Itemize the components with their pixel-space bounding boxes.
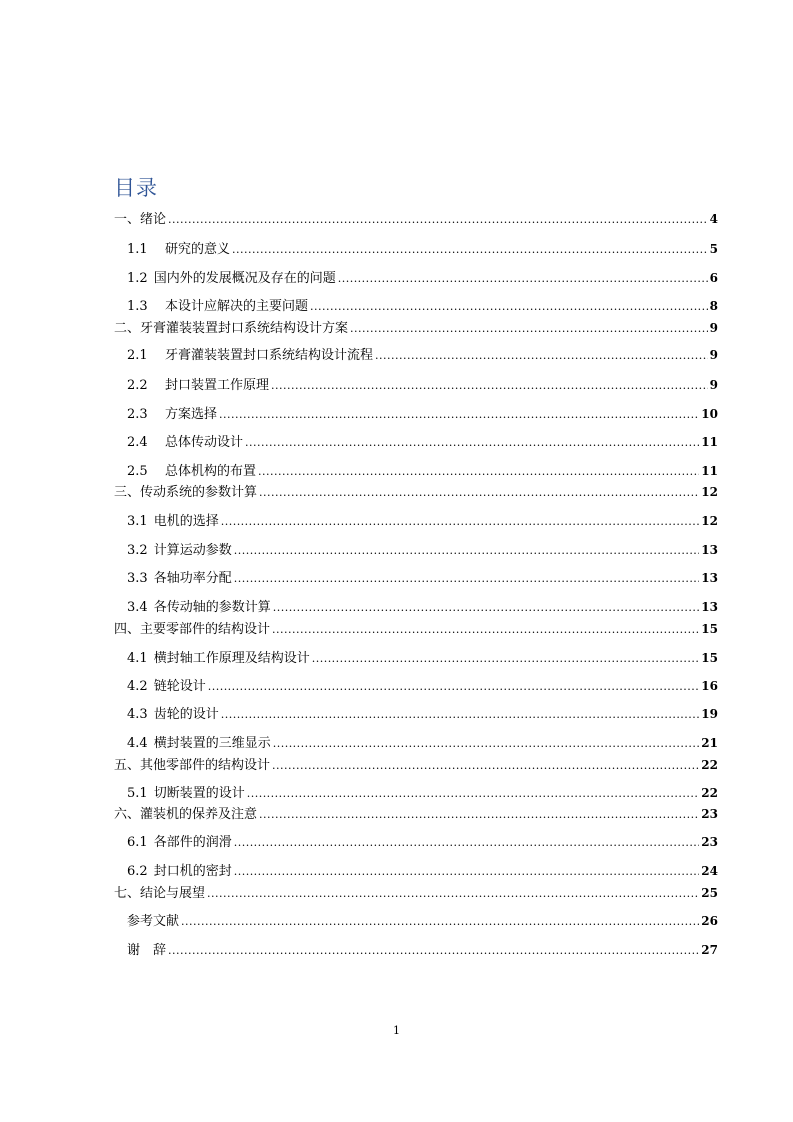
toc-dot-leader [247,785,700,803]
toc-entry-number: 4.2 [127,679,148,694]
toc-entry[interactable] [114,210,718,228]
toc-entry-label [127,863,232,881]
toc-entry-label [127,942,166,960]
toc-dot-leader [221,706,700,724]
toc-entry[interactable] [127,833,718,851]
toc-entry-text: 五、其他零部件的结构设计 [114,758,271,773]
toc-entry-page: 22 [701,758,718,772]
toc-entry-text: 横封轴工作原理及结构设计 [153,651,310,666]
toc-entry[interactable] [127,649,718,667]
toc-entry-page: 6 [709,271,718,285]
toc-entry-number: 6.2 [127,864,148,879]
toc-dot-leader [234,863,700,881]
toc-entry-text: 方案选择 [165,407,218,422]
toc-dot-leader [181,913,699,931]
toc-entry-text: 总体机构的布置 [165,464,257,479]
toc-entry-page: 27 [701,943,718,957]
toc-entry-label [127,434,243,452]
toc-entry-page: 10 [701,407,718,421]
toc-dot-leader [234,542,700,560]
toc-entry-page: 23 [701,835,718,849]
toc-entry[interactable] [127,705,718,723]
toc-entry-number: 2.3 [127,407,148,422]
toc-dot-leader [259,484,699,502]
toc-entry-text: 链轮设计 [153,679,206,694]
toc-entry-label [127,706,219,724]
toc-dot-leader [375,347,708,365]
toc-entry-text: 牙膏灌装装置封口系统结构设计流程 [165,348,374,363]
toc-entry-number: 1.3 [127,299,148,314]
toc-entry-label [127,347,373,365]
toc-entry-number: 1.2 [127,271,148,286]
toc-entry-page: 13 [701,543,718,557]
toc-entry[interactable] [127,346,718,364]
toc-dot-leader [168,942,699,960]
toc-entry-label [127,570,232,588]
toc-entry[interactable] [127,297,718,315]
toc-entry[interactable] [127,569,718,587]
toc-dot-leader [310,298,708,316]
toc-entry-number: 3.4 [127,600,148,615]
toc-dot-leader [273,599,700,617]
toc-entry-label [127,913,179,931]
toc-entry-number: 5.1 [127,786,148,801]
toc-entry-label [127,463,256,481]
toc-entry-text: 谢 辞 [127,943,167,958]
toc-entry-page: 23 [701,807,718,821]
toc-dot-leader [271,377,708,395]
toc-entry-label [127,650,310,668]
toc-entry-text: 参考文献 [127,914,180,929]
toc-entry-page: 13 [701,600,718,614]
toc-entry-label [127,678,206,696]
toc-entry[interactable] [127,433,718,451]
toc-entry-label [127,785,245,803]
toc-entry-number: 2.2 [127,378,148,393]
toc-entry-text: 研究的意义 [165,242,231,257]
toc-dot-leader [259,806,699,824]
toc-entry-page: 5 [709,242,718,256]
toc-entry[interactable] [127,784,718,802]
toc-entry-label [114,806,257,824]
toc-dot-leader [245,434,699,452]
toc-entry-page: 9 [709,348,718,362]
toc-entry-text: 二、牙膏灌装装置封口系统结构设计方案 [114,321,349,336]
toc-dot-leader [232,241,708,259]
page-number: 1 [393,1024,400,1037]
toc-entry-label [127,513,219,531]
toc-entry[interactable] [127,912,718,930]
toc-entry[interactable] [127,240,718,258]
toc-entry-text: 各传动轴的参数计算 [153,600,271,615]
toc-entry-text: 六、灌装机的保养及注意 [114,807,258,822]
toc-entry[interactable] [127,541,718,559]
toc-entry[interactable] [114,483,718,501]
toc-entry-text: 齿轮的设计 [153,707,219,722]
toc-entry[interactable] [114,756,718,774]
toc-entry-label [127,241,230,259]
toc-title: 目录 [114,176,158,200]
toc-entry-label [127,270,336,288]
toc-entry-text: 三、传动系统的参数计算 [114,485,258,500]
toc-dot-leader [221,513,700,531]
toc-entry-number: 3.2 [127,543,148,558]
toc-entry-text: 横封装置的三维显示 [153,736,271,751]
toc-entry[interactable] [127,462,718,480]
toc-entry-number: 4.4 [127,736,148,751]
toc-entry-page: 24 [701,864,718,878]
toc-entry[interactable] [114,884,718,902]
toc-dot-leader [272,757,699,775]
toc-dot-leader [234,834,700,852]
toc-entry-page: 13 [701,571,718,585]
toc-entry-text: 本设计应解决的主要问题 [165,299,309,314]
toc-entry-number: 3.1 [127,514,148,529]
toc-dot-leader [219,406,699,424]
toc-entry-text: 总体传动设计 [165,435,244,450]
toc-entry-page: 9 [709,378,718,392]
toc-entry-label [127,735,271,753]
toc-entry-text: 七、结论与展望 [114,886,206,901]
toc-dot-leader [258,463,699,481]
toc-dot-leader [272,621,699,639]
toc-dot-leader [207,885,699,903]
toc-entry-label [114,757,270,775]
toc-entry[interactable] [127,512,718,530]
toc-entry-page: 12 [701,485,718,499]
toc-entry-label [127,542,232,560]
toc-dot-leader [208,678,700,696]
toc-dot-leader [234,570,700,588]
toc-entry[interactable] [127,677,718,695]
toc-entry-page: 16 [701,679,718,693]
toc-entry[interactable] [114,805,718,823]
toc-entry-page: 11 [701,464,718,478]
toc-dot-leader [338,270,708,288]
toc-entry[interactable] [127,405,718,423]
toc-entry-page: 22 [701,786,718,800]
toc-entry-text: 各部件的润滑 [153,835,232,850]
toc-entry[interactable] [127,376,718,394]
toc-entry-text: 国内外的发展概况及存在的问题 [153,271,336,286]
toc-entry-page: 15 [701,622,718,636]
toc-entry-label [114,320,348,338]
toc-entry-page: 11 [701,435,718,449]
toc-entry-number: 3.3 [127,571,148,586]
toc-entry-text: 各轴功率分配 [153,571,232,586]
toc-entry-number: 6.1 [127,835,148,850]
toc-entry-page: 26 [701,914,718,928]
toc-dot-leader [168,211,708,229]
toc-entry-text: 切断装置的设计 [153,786,245,801]
toc-entry-label [127,406,217,424]
toc-entry-label [127,834,232,852]
toc-entry-page: 4 [709,212,718,226]
toc-entry-page: 8 [709,299,718,313]
toc-entry-page: 21 [701,736,718,750]
toc-entry[interactable] [127,734,718,752]
toc-entry-text: 封口机的密封 [153,864,232,879]
toc-entry-number: 4.1 [127,651,148,666]
toc-entry-label [114,621,270,639]
toc-entry-text: 电机的选择 [153,514,219,529]
toc-entry-label [114,885,205,903]
toc-entry-number: 4.3 [127,707,148,722]
toc-entry[interactable] [127,941,718,959]
toc-dot-leader [312,650,700,668]
toc-entry-label [127,298,308,316]
toc-entry-page: 15 [701,651,718,665]
toc-entry-page: 19 [701,707,718,721]
toc-entry-number: 2.5 [127,464,148,479]
toc-entry-text: 计算运动参数 [153,543,232,558]
toc-entry-label [114,484,257,502]
toc-entry-label [127,599,271,617]
toc-entry-label [114,211,166,229]
toc-dot-leader [273,735,700,753]
toc-entry[interactable] [127,269,718,287]
toc-entry-page: 9 [709,321,718,335]
toc-entry-number: 2.4 [127,435,148,450]
toc-entry[interactable] [114,620,718,638]
toc-entry-page: 12 [701,514,718,528]
toc-entry-page: 25 [701,886,718,900]
toc-entry-text: 封口装置工作原理 [165,378,270,393]
toc-dot-leader [350,320,708,338]
toc-entry-number: 1.1 [127,242,148,257]
toc-entry-text: 一、绪论 [114,212,167,227]
toc-entry-label [127,377,269,395]
toc-entry-text: 四、主要零部件的结构设计 [114,622,271,637]
toc-entry[interactable] [127,598,718,616]
toc-entry[interactable] [114,319,718,337]
toc-entry[interactable] [127,862,718,880]
toc-entry-number: 2.1 [127,348,148,363]
